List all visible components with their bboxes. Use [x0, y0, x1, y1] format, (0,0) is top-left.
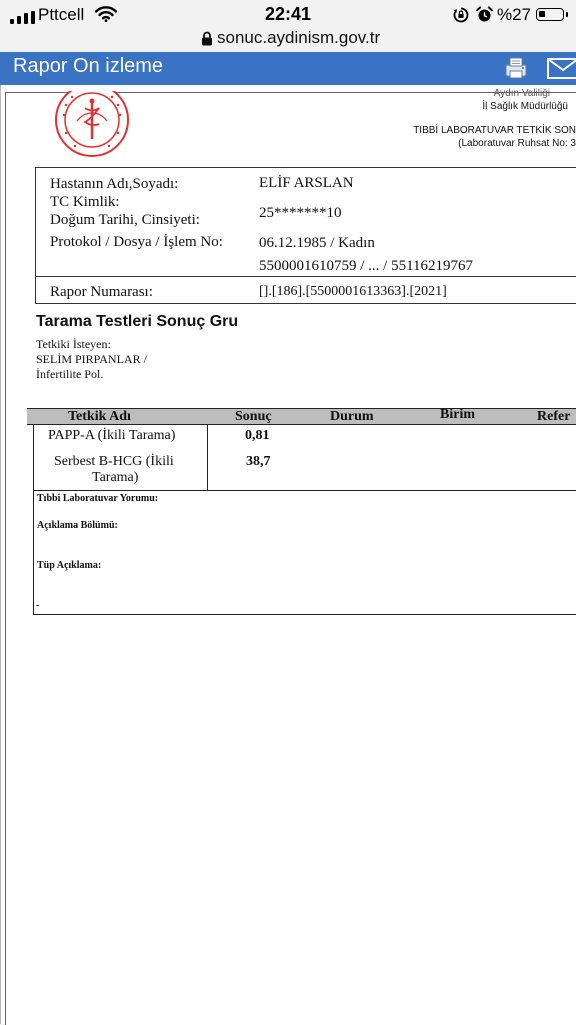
org-line-1: Aydın Valiliği [493, 88, 550, 99]
table-row-divider [33, 490, 576, 491]
test-result: 38,7 [246, 454, 271, 469]
rotation-lock-icon [453, 7, 469, 23]
report-number-label: Rapor Numarası: [50, 284, 153, 300]
requester-label: Tetkiki İsteyen: [36, 337, 111, 351]
battery-percentage: %27 [497, 5, 532, 24]
org-line-2: İl Sağlık Müdürlüğü [482, 101, 568, 112]
carrier-name: Pttcell [38, 5, 85, 24]
test-name-continued: Tarama) [92, 470, 139, 485]
table-divider [207, 425, 208, 490]
col-header-status: Durum [330, 409, 374, 424]
battery-cap [566, 12, 568, 17]
envelope-icon[interactable] [547, 57, 576, 79]
col-header-test: Tetkik Adı [68, 409, 131, 424]
org-line-3: TIBBİ LABORATUVAR TETKİK SON [413, 125, 576, 136]
lock-icon [201, 31, 213, 46]
patient-name-label: Hastanın Adı,Soyadı: [50, 176, 179, 192]
col-header-unit: Birim [440, 407, 475, 422]
report-number-value: [].[186].[5500001613363].[2021] [259, 284, 447, 299]
protocol-label: Protokol / Dosya / İşlem No: [50, 234, 223, 250]
test-name: PAPP-A (İkili Tarama) [48, 428, 176, 443]
page-title: Rapor On izleme [13, 55, 164, 77]
test-name: Serbest B-HCG (İkili [54, 454, 174, 469]
dob-label: Doğum Tarihi, Cinsiyeti: [50, 212, 200, 228]
tc-label: TC Kimlik: [50, 194, 120, 210]
dob-value: 06.12.1985 / Kadın [259, 235, 375, 251]
requester-department: İnfertilite Pol. [36, 367, 104, 381]
address-bar[interactable] [0, 28, 576, 52]
org-line-4: (Laboratuvar Ruhsat No: 3 [458, 138, 576, 149]
explanation-label: Açıklama Bölümü: [37, 520, 118, 531]
printer-icon[interactable] [503, 56, 529, 80]
lab-comment-label: Tıbbi Laboratuvar Yorumu: [37, 493, 159, 504]
requester-name: SELİM PIRPANLAR / [36, 352, 147, 366]
url-text[interactable]: sonuc.aydinism.gov.tr [217, 28, 381, 47]
ministry-of-health-logo [55, 91, 129, 157]
test-result: 0,81 [245, 428, 270, 443]
section-title: Tarama Testleri Sonuç Gru [36, 313, 239, 330]
patient-name-value: ELİF ARSLAN [259, 175, 354, 191]
tc-value: 25*******10 [259, 205, 342, 221]
alarm-icon [476, 6, 493, 23]
clock: 22:41 [265, 4, 312, 24]
col-header-reference: Refer [537, 409, 571, 424]
wifi-icon [95, 6, 117, 22]
report-header [0, 52, 576, 85]
status-bar [0, 0, 576, 28]
col-header-result: Sonuç [235, 409, 272, 424]
battery-icon [536, 8, 564, 21]
tube-note-value: - [36, 600, 40, 611]
protocol-value: 5500001610759 / ... / 55116219767 [259, 258, 474, 274]
signal-strength-icon [10, 11, 35, 24]
tube-note-label: Tüp Açıklama: [37, 560, 102, 571]
